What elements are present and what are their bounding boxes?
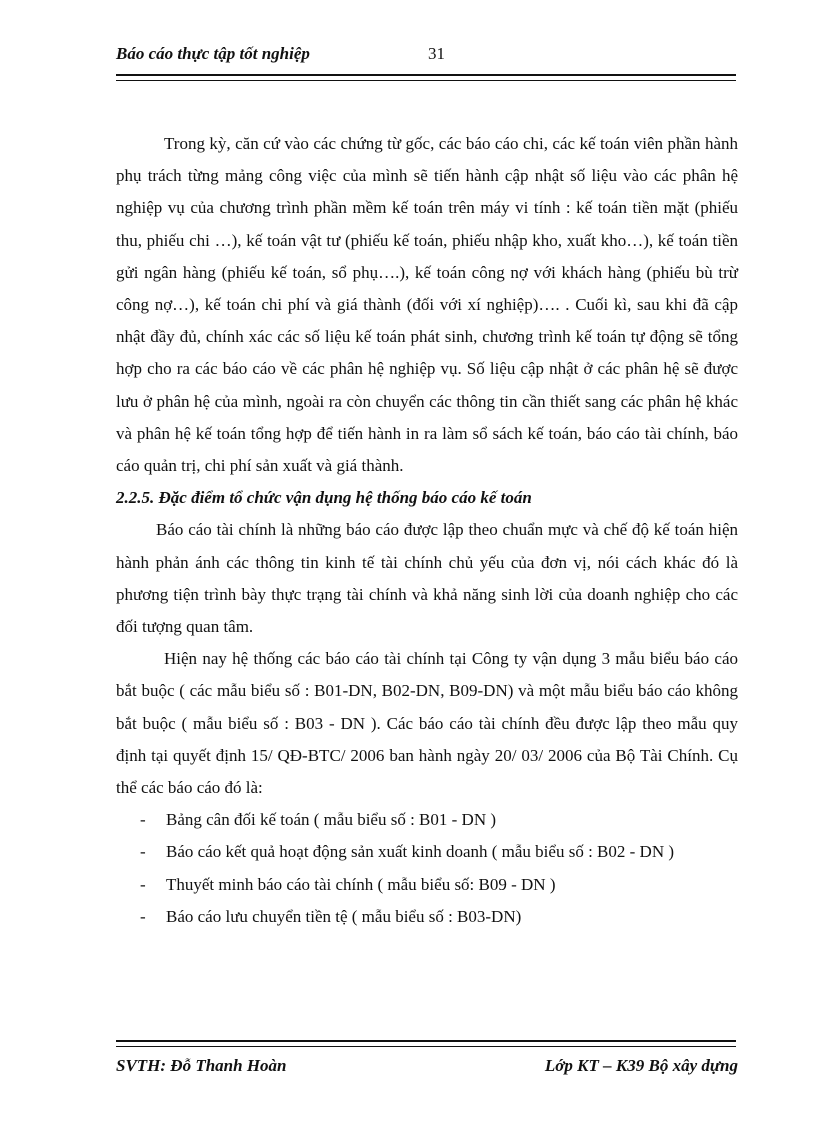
paragraph-report-system: Hiện nay hệ thống các báo cáo tài chính tại Công ty vận dụng 3 mẫu biểu báo cáo bắt buộc ( các mẫu biểu số : B01-DN, B02-DN, B09-DN) và một mẫu biểu báo cáo không bắt buộc ( mẫu biểu số : B03 - DN ). Các báo cáo tài chính đều được lập theo mẫu quy định tại quyết định 15/ QĐ-BTC/ 2006 ban hành ngày 20/ 03/ 2006 của Bộ Tài Chính. Cụ thể các báo cáo đó là:: [116, 649, 738, 798]
list-item-text: Báo cáo kết quả hoạt động sản xuất kinh doanh ( mẫu biểu số : B02 - DN ): [166, 842, 675, 862]
header-divider: [116, 74, 736, 81]
bullet-dash: -: [140, 874, 146, 894]
list-item: [116, 901, 738, 933]
list-item-text: Báo cáo lưu chuyển tiền tệ ( mẫu biểu số : B03-DN): [166, 906, 522, 926]
list-item: [116, 869, 738, 901]
page-number: 31: [428, 44, 445, 63]
footer-divider: [116, 1040, 736, 1047]
bullet-dash: -: [140, 842, 146, 862]
report-title: Báo cáo thực tập tốt nghiệp: [116, 44, 310, 63]
report-list: [116, 804, 738, 933]
page-header: [116, 44, 736, 68]
paragraph-accounting-process: Trong kỳ, căn cứ vào các chứng từ gốc, các báo cáo chi, các kế toán viên phần hành phụ trách từng mảng công việc của mình sẽ tiến hành cập nhật số liệu vào các phân hệ nghiệp vụ của chương trình phần mềm kế toán trên máy vi tính : kế toán tiền mặt (phiếu thu, phiếu chi …), kế toán vật tư (phiếu kế toán, phiếu nhập kho, xuất kho…), kế toán tiền gửi ngân hàng (phiếu kế toán, sổ phụ….), kế toán công nợ với khách hàng (phiếu bù trừ công nợ…), kế toán chi phí và giá thành (đối với xí nghiệp)…. . Cuối kì, sau khi đã cập nhật đầy đủ, chính xác các số liệu kế toán phát sinh, chương trình kế toán tự động sẽ tổng hợp cho ra các báo cáo về các phân hệ nghiệp vụ. Số liệu cập nhật ở các phân hệ sẽ được lưu ở phân hệ của mình, ngoài ra còn chuyển các thông tin cần thiết sang các phân hệ khác và phân hệ kế toán tổng hợp để tiến hành in ra làm sổ sách kế toán, báo cáo tài chính, báo cáo quản trị, chi phí sản xuất và giá thành.: [116, 134, 738, 476]
list-item-text: Bảng cân đối kế toán ( mẫu biểu số : B01 - DN ): [166, 810, 497, 830]
page-footer: [116, 1056, 738, 1080]
list-item: [116, 804, 738, 836]
list-item-text: Thuyết minh báo cáo tài chính ( mẫu biểu số: B09 - DN ): [166, 874, 556, 894]
section-heading: 2.2.5. Đặc điểm tổ chức vận dụng hệ thống báo cáo kế toán: [116, 488, 532, 508]
class-info: Lớp KT – K39 Bộ xây dựng: [544, 1056, 738, 1075]
student-name: SVTH: Đỗ Thanh Hoàn: [116, 1056, 287, 1075]
paragraph-financial-reports: Báo cáo tài chính là những báo cáo được lập theo chuẩn mực và chế độ kế toán hiện hành phản ánh các thông tin kinh tế tài chính chủ yếu của đơn vị, nói cách khác đó là phương tiện trình bày thực trạng tài chính và khả năng sinh lời của doanh nghiệp cho các đối tượng quan tâm.: [116, 520, 738, 637]
bullet-dash: -: [140, 906, 146, 926]
page-body: [116, 128, 738, 933]
list-item: [116, 836, 738, 868]
bullet-dash: -: [140, 810, 146, 830]
